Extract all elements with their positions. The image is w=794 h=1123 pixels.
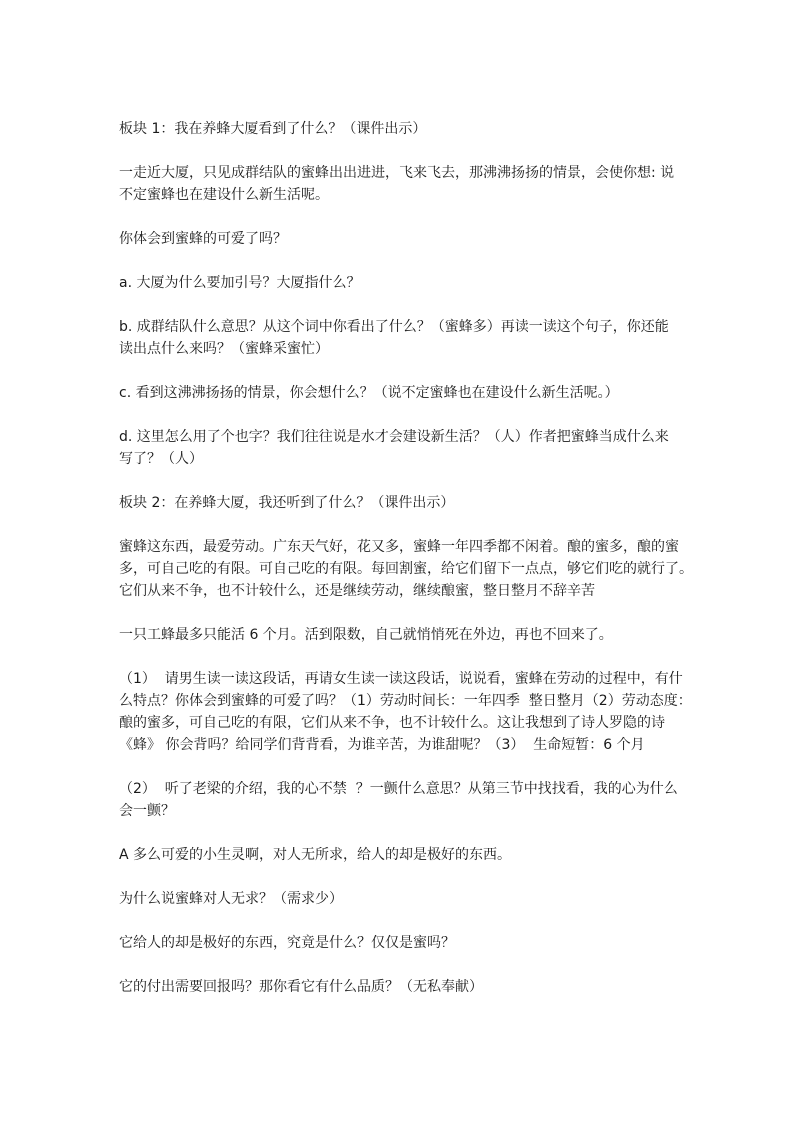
paragraph (119, 382, 679, 404)
paragraph (119, 118, 679, 140)
text-line: a. 大厦为什么要加引号？大厦指什么？ (119, 275, 361, 291)
text-line: 为什么说蜜蜂对人无求？（需求少） (119, 891, 343, 907)
text-line: （1） 请男生读一读这段话，再请女生读一读这段话，说说看，蜜蜂在劳动的过程中，有什 (119, 671, 683, 687)
text-line: 一只工蜂最多只能活 6 个月。活到限数，自己就悄悄死在外边，再也不回来了。 (119, 627, 613, 643)
text-line: （2） 听了老梁的介绍，我的心不禁 ？一颤什么意思？从第三节中找找看，我的心为什么 (119, 781, 678, 797)
text-line: 它给人的却是极好的东西，究竟是什么？仅仅是蜜吗？ (119, 935, 455, 951)
text-line: 读出点什么来吗？（蜜蜂采蜜忙） (119, 341, 329, 357)
paragraph (119, 668, 692, 756)
text-line: 《蜂》 你会背吗？给同学们背背看，为谁辛苦，为谁甜呢？（3） 生命短暂：6 个月 (119, 737, 645, 753)
document-body (119, 118, 693, 1020)
paragraph (119, 888, 679, 910)
text-line: 酿的蜜多，可自己吃的有限，它们从来不争，也不计较什么。这让我想到了诗人罗隐的诗 (119, 715, 665, 731)
text-line: 多，可自己吃的有限。可自己吃的有限。每回割蜜，给它们留下一点点，够它们吃的就行了。 (119, 561, 693, 577)
paragraph (119, 492, 679, 514)
text-line: 么特点？你体会到蜜蜂的可爱了吗？（1）劳动时间长：一年四季 整日整月（2）劳动态度： (119, 693, 692, 709)
text-line: 板块 1：我在养蜂大厦看到了什么？（课件出示） (119, 121, 427, 137)
text-line: 它们从来不争，也不计较什么，还是继续劳动，继续酿蜜，整日整月不辞辛苦 (119, 583, 595, 599)
paragraph (119, 844, 679, 866)
paragraph (119, 228, 679, 250)
paragraph (119, 162, 679, 206)
paragraph (119, 426, 679, 470)
text-line: 不定蜜蜂也在建设什么新生活呢。 (119, 187, 329, 203)
text-line: 蜜蜂这东西，最爱劳动。广东天气好，花又多，蜜蜂一年四季都不闲着。酿的蜜多，酿的蜜 (119, 539, 679, 555)
text-line: 写了？（人） (119, 451, 203, 467)
text-line: 你体会到蜜蜂的可爱了吗？ (119, 231, 287, 247)
paragraph (119, 932, 679, 954)
paragraph (119, 536, 693, 602)
text-line: A 多么可爱的小生灵啊，对人无所求，给人的却是极好的东西。 (119, 847, 512, 863)
paragraph (119, 778, 679, 822)
text-line: 板块 2：在养蜂大厦，我还听到了什么？（课件出示） (119, 495, 455, 511)
paragraph (119, 272, 679, 294)
text-line: d. 这里怎么用了个也字？我们往往说是水才会建设新生活？（人）作者把蜜蜂当成什么来 (119, 429, 669, 445)
paragraph (119, 624, 679, 646)
text-line: 会一颤？ (119, 803, 175, 819)
paragraph (119, 976, 679, 998)
paragraph (119, 316, 679, 360)
text-line: b. 成群结队什么意思？从这个词中你看出了什么？（蜜蜂多）再读一读这个句子，你还能 (119, 319, 669, 335)
text-line: 它的付出需要回报吗？那你看它有什么品质？（无私奉献） (119, 979, 483, 995)
text-line: c. 看到这沸沸扬扬的情景，你会想什么？（说不定蜜蜂也在建设什么新生活呢。） (119, 385, 619, 401)
text-line: 一走近大厦，只见成群结队的蜜蜂出出进进，飞来飞去，那沸沸扬扬的情景，会使你想: 说 (119, 165, 675, 181)
